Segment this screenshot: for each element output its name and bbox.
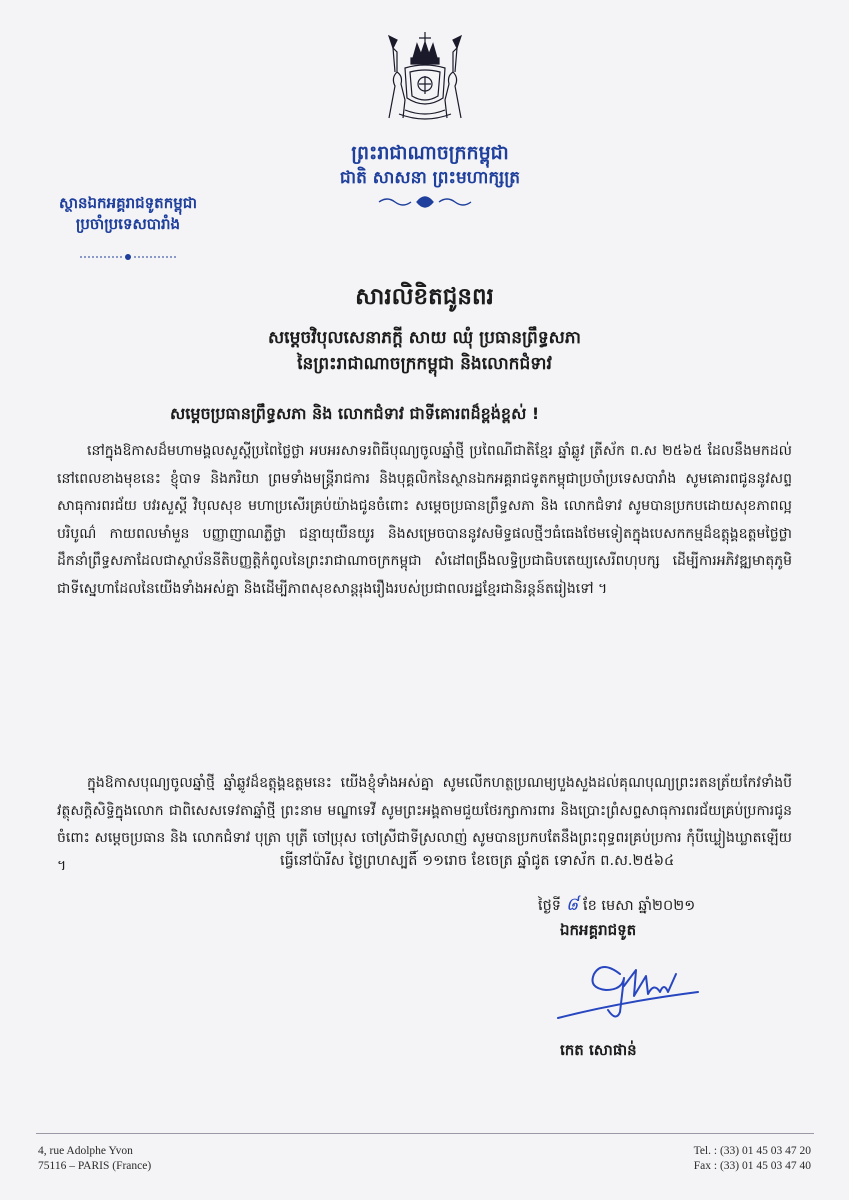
telephone: Tel. : (33) 01 45 03 47 20 — [693, 1145, 811, 1157]
embassy-name: ស្ថានឯកអគ្គរាជទូតកម្ពុជា — [58, 194, 198, 212]
footer-divider — [36, 1133, 814, 1134]
date-prefix: ថ្ងៃទី — [538, 898, 562, 914]
embassy-block — [28, 193, 228, 235]
footer-contact — [694, 1144, 811, 1174]
signer-name: កេត សោផាន់ — [560, 1041, 637, 1059]
place-lunar-date: ធ្វើនៅប៉ារីស ថ្ងៃព្រហស្បតិ៍ ១១រោច ខែចេត្រ ឆ្នាំជូត ទោស័ក ព.ស.២៥៦៤ — [280, 853, 675, 869]
body-paragraph-1: នៅក្នុងឱកាសដ៏មហាមង្គលសួស្តីប្រពៃថ្លៃថ្លា អបអរសាទរពិធីបុណ្យចូលឆ្នាំថ្មី ប្រពៃណីជាតិខ្មែរ ឆ្នាំឆ្លូវ ត្រីស័ក ព.ស ២៥៦៥ ដែលនឹងមកដល់នៅពេលខាងមុខនេះ ខ្ញុំបាទ និងភរិយា ព្រមទាំងមន្ត្រីរាជការ និងបុគ្គលិកនៃស្ថានឯកអគ្គរាជទូតកម្ពុជាប្រចាំប្រទេសបារាំង សូមគោរពជូននូវសព្ទសាធុការពរជ័យ បវរសួស្តី វិបុលសុខ មហាប្រសើរគ្រប់យ៉ាងជូនចំពោះ សម្តេចប្រធានព្រឹទ្ធសភា និង លោកជំទាវ សូមបានប្រកបដោយសុខភាពល្អ បរិបូណ៌ កាយពលមាំមួន បញ្ញាញាណភ្លឺថ្លា ជន្មាយុយឺនយូរ និងសម្រេចបាននូវសមិទ្ធផលថ្មីៗធំធេងថែមទៀតក្នុងបេសកកម្មដ៏ឧត្តុង្គឧត្តមថ្លៃថ្លា ដឹកនាំព្រឹទ្ធសភាដែលជាស្ថាប័ននីតិបញ្ញត្តិកំពូលនៃព្រះរាជាណាចក្រកម្ពុជា សំដៅពង្រឹងលទ្ធិប្រជាធិបតេយ្យសេរីពហុបក្ស ដើម្បីការអភិវឌ្ឍមាតុភូមិជាទីស្នេហាដែលនៃយើងទាំងអស់គ្នា និងដើម្បីភាពសុខសាន្តរុងរឿងរបស់ប្រជាពលរដ្ឋខ្មែរជានិរន្តន៍តរៀងទៅ ។ — [57, 443, 792, 597]
body-paragraph-2: ក្នុងឱកាសបុណ្យចូលឆ្នាំថ្មី ឆ្នាំឆ្លូវដ៏ឧត្តុង្គឧត្តមនេះ យើងខ្ញុំទាំងអស់គ្នា សូមលើកហត្ថប្រណម្យបួងសួងដល់គុណបុណ្យព្រះរតនត្រ័យកែវទាំងបី វត្ថុសក្តិសិទ្ធិក្នុងលោក ជាពិសេសទេវតាឆ្នាំថ្មី ព្រះនាម មណ្ឌាទេវី សូមព្រះអង្គតាមជួយថែរក្សាការពារ និងប្រោះព្រំសព្ទសាធុការពរជ័យគ្រប់ប្រការជូនចំពោះ សម្តេចប្រធាន និង លោកជំទាវ បុត្រា បុត្រី ចៅប្រុស ចៅស្រីជាទីស្រលាញ់ សូមបានប្រកបតែនឹងព្រះពុទ្ធពរគ្រប់ប្រការ កុំបីឃ្លៀងឃ្លាតឡើយ ។ — [57, 775, 792, 874]
salutation: សម្តេចប្រធានព្រឹទ្ធសភា និង លោកជំទាវ ជាទីគោរពដ៏ខ្ពង់ខ្ពស់ ! — [170, 404, 540, 423]
fax: Fax : (33) 01 45 03 47 40 — [693, 1160, 811, 1172]
ornament-line-icon — [78, 252, 178, 262]
signer-title: ឯកអគ្គរាជទូត — [560, 921, 637, 939]
address-line-2: 75116 – PARIS (France) — [38, 1160, 152, 1172]
recipient-line-1: សម្តេចវិបុលសេនាភក្តី សាយ ឈុំ ប្រធានព្រឹទ្ធសភា — [267, 328, 581, 348]
footer-address — [38, 1144, 151, 1174]
embassy-location: ប្រចាំប្រទេសបារាំង — [75, 215, 181, 233]
address-line-1: 4, rue Adolphe Yvon — [38, 1145, 133, 1157]
date-day: ៨ — [565, 894, 579, 915]
national-motto: ជាតិ សាសនា ព្រះមហាក្សត្រ — [339, 168, 521, 188]
date-suffix: ខែ មេសា ឆ្នាំ២០២១ — [582, 898, 696, 914]
recipient-line-2: នៃព្រះរាជាណាចក្រកម្ពុជា និងលោកជំទាវ — [297, 354, 552, 374]
kingdom-name: ព្រះរាជាណាចក្រកម្ពុជា — [351, 142, 509, 164]
signature-date — [538, 892, 695, 919]
kingdom-motto-block — [290, 140, 570, 190]
ornament-divider-icon — [375, 194, 475, 210]
royal-coat-of-arms-icon — [375, 28, 475, 128]
document-title: សារលិខិតជូនពរ — [355, 284, 494, 310]
handwritten-signature-icon — [550, 952, 720, 1027]
recipient-block — [150, 325, 699, 377]
